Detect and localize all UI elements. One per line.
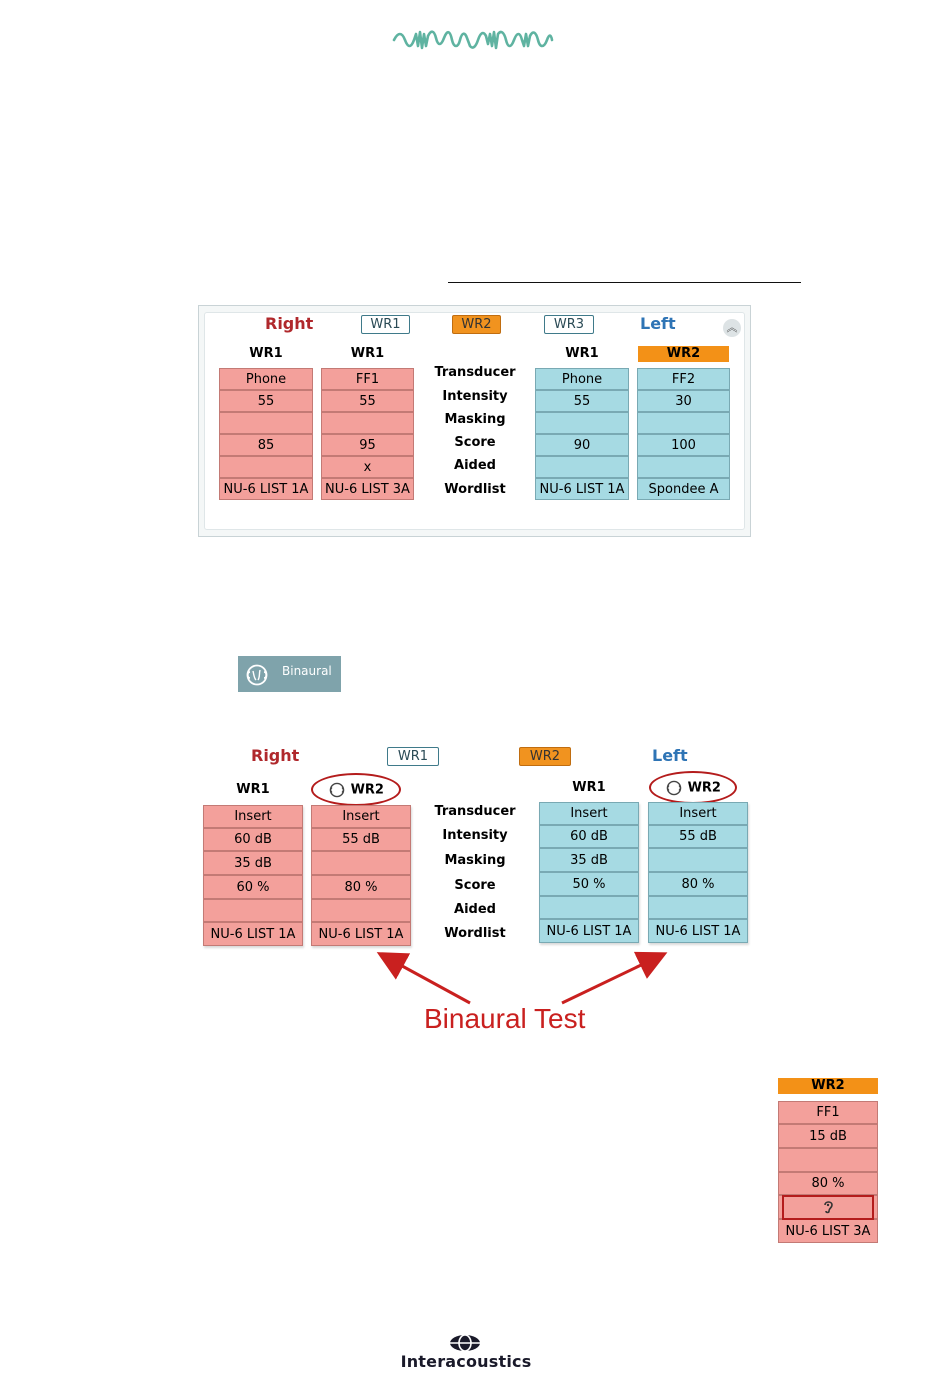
binaural-head-icon (244, 664, 270, 686)
transducer-cell[interactable]: FF1 (778, 1101, 878, 1124)
column-header-left-wr1: WR1 (572, 780, 606, 795)
masking-cell[interactable] (321, 412, 414, 434)
masking-cell[interactable]: 35 dB (203, 851, 303, 875)
intensity-cell[interactable]: 30 (637, 390, 730, 412)
intensity-cell[interactable]: 55 (535, 390, 629, 412)
intensity-cell[interactable]: 55 (321, 390, 414, 412)
row-label-masking: Masking (444, 412, 506, 427)
tab-wr2[interactable]: WR2 (519, 747, 571, 766)
masking-cell[interactable] (311, 851, 411, 875)
intensity-cell[interactable]: 15 dB (778, 1124, 878, 1148)
masking-cell[interactable]: 35 dB (539, 848, 639, 872)
wordlist-cell[interactable]: NU-6 LIST 1A (535, 478, 629, 500)
binaural-head-icon (328, 782, 346, 798)
column-header-label: WR2 (687, 780, 721, 796)
double-chevron-up-icon[interactable]: ︽ (723, 319, 741, 337)
aided-cell[interactable] (539, 896, 639, 919)
column-header-right-wr2 (315, 782, 397, 798)
row-label-aided: Aided (454, 458, 496, 473)
transducer-cell[interactable]: FF2 (637, 368, 730, 390)
interacoustics-logo (448, 1334, 482, 1352)
score-cell[interactable]: 80 % (311, 875, 411, 899)
wordlist-cell[interactable]: NU-6 LIST 3A (778, 1219, 878, 1243)
wordlist-cell[interactable]: NU-6 LIST 3A (321, 478, 414, 500)
results-column-left-1 (539, 802, 639, 943)
wordlist-cell[interactable]: Spondee A (637, 478, 730, 500)
results-column-left-2 (637, 368, 730, 500)
tab-wr2[interactable]: WR2 (452, 315, 501, 334)
callout-arrows (370, 945, 680, 1010)
results-column-ff1 (778, 1101, 878, 1243)
binaural-button[interactable] (238, 656, 341, 692)
wordlist-cell[interactable]: NU-6 LIST 1A (539, 919, 639, 943)
binaural-head-icon (665, 780, 683, 796)
wordlist-cell[interactable]: NU-6 LIST 1A (219, 478, 313, 500)
row-label-wordlist: Wordlist (444, 926, 506, 941)
masking-cell[interactable] (648, 848, 748, 872)
row-label-masking: Masking (444, 853, 506, 868)
row-label-score: Score (454, 435, 496, 450)
row-label-intensity: Intensity (442, 389, 508, 404)
left-ear-label: Left (640, 314, 676, 333)
aided-cell[interactable]: x (321, 456, 414, 478)
score-cell[interactable]: 80 % (778, 1172, 878, 1195)
row-label-transducer: Transducer (434, 804, 516, 819)
row-label-transducer: Transducer (434, 365, 516, 380)
row-label-score: Score (454, 878, 496, 893)
aided-cell[interactable] (648, 896, 748, 919)
score-cell[interactable]: 100 (637, 434, 730, 456)
aided-highlight-box (782, 1195, 874, 1220)
intensity-cell[interactable]: 55 dB (311, 828, 411, 851)
tab-wr1[interactable]: WR1 (387, 747, 439, 766)
binaural-button-label: Binaural (282, 664, 332, 678)
results-column-left-2 (648, 802, 748, 943)
results-column-right-1 (203, 805, 303, 946)
right-ear-label: Right (251, 746, 300, 765)
intensity-cell[interactable]: 60 dB (203, 828, 303, 851)
sound-wave-logo (392, 26, 554, 56)
brand-name: Interacoustics (400, 1352, 532, 1371)
score-cell[interactable]: 80 % (648, 872, 748, 896)
left-ear-label: Left (652, 746, 688, 765)
tab-wr3[interactable]: WR3 (544, 315, 594, 334)
aided-cell[interactable] (637, 456, 730, 478)
transducer-cell[interactable]: FF1 (321, 368, 414, 390)
masking-cell[interactable] (219, 412, 313, 434)
column-header-right-wr1: WR1 (236, 782, 270, 797)
aided-cell[interactable] (311, 899, 411, 922)
row-label-aided: Aided (454, 902, 496, 917)
transducer-cell[interactable]: Insert (539, 802, 639, 825)
score-cell[interactable]: 90 (535, 434, 629, 456)
column-header-right-wr1: WR1 (249, 346, 283, 361)
intensity-cell[interactable]: 60 dB (539, 825, 639, 848)
divider-line (448, 282, 801, 283)
wordlist-cell[interactable]: NU-6 LIST 1A (311, 922, 411, 946)
binaural-test-callout: Binaural Test (424, 1003, 586, 1034)
score-cell[interactable]: 95 (321, 434, 414, 456)
right-ear-label: Right (265, 314, 314, 333)
score-cell[interactable]: 50 % (539, 872, 639, 896)
transducer-cell[interactable]: Phone (219, 368, 313, 390)
column-header-wr2: WR2 (778, 1078, 878, 1094)
masking-cell[interactable] (778, 1148, 878, 1172)
column-header-left-wr2: WR2 (638, 346, 729, 362)
aided-cell[interactable] (219, 456, 313, 478)
score-cell[interactable]: 60 % (203, 875, 303, 899)
intensity-cell[interactable]: 55 (219, 390, 313, 412)
column-header-left-wr1: WR1 (565, 346, 599, 361)
results-column-left-1 (535, 368, 629, 500)
column-header-left-wr2 (653, 780, 733, 796)
column-header-label: WR2 (350, 782, 384, 798)
transducer-cell[interactable]: Insert (203, 805, 303, 828)
aided-cell[interactable] (203, 899, 303, 922)
results-column-right-1 (219, 368, 313, 500)
wordlist-cell[interactable]: NU-6 LIST 1A (648, 919, 748, 943)
aided-cell[interactable] (535, 456, 629, 478)
results-column-right-2 (321, 368, 414, 500)
wordlist-cell[interactable]: NU-6 LIST 1A (203, 922, 303, 946)
transducer-cell[interactable]: Phone (535, 368, 629, 390)
results-column-right-2 (311, 805, 411, 946)
transducer-cell[interactable]: Insert (311, 805, 411, 828)
row-label-wordlist: Wordlist (444, 482, 506, 497)
transducer-cell[interactable]: Insert (648, 802, 748, 825)
row-label-intensity: Intensity (442, 828, 508, 843)
score-cell[interactable]: 85 (219, 434, 313, 456)
masking-cell[interactable] (637, 412, 730, 434)
masking-cell[interactable] (535, 412, 629, 434)
intensity-cell[interactable]: 55 dB (648, 825, 748, 848)
tab-wr1[interactable]: WR1 (361, 315, 410, 334)
column-header-right-wr1b: WR1 (350, 346, 385, 361)
